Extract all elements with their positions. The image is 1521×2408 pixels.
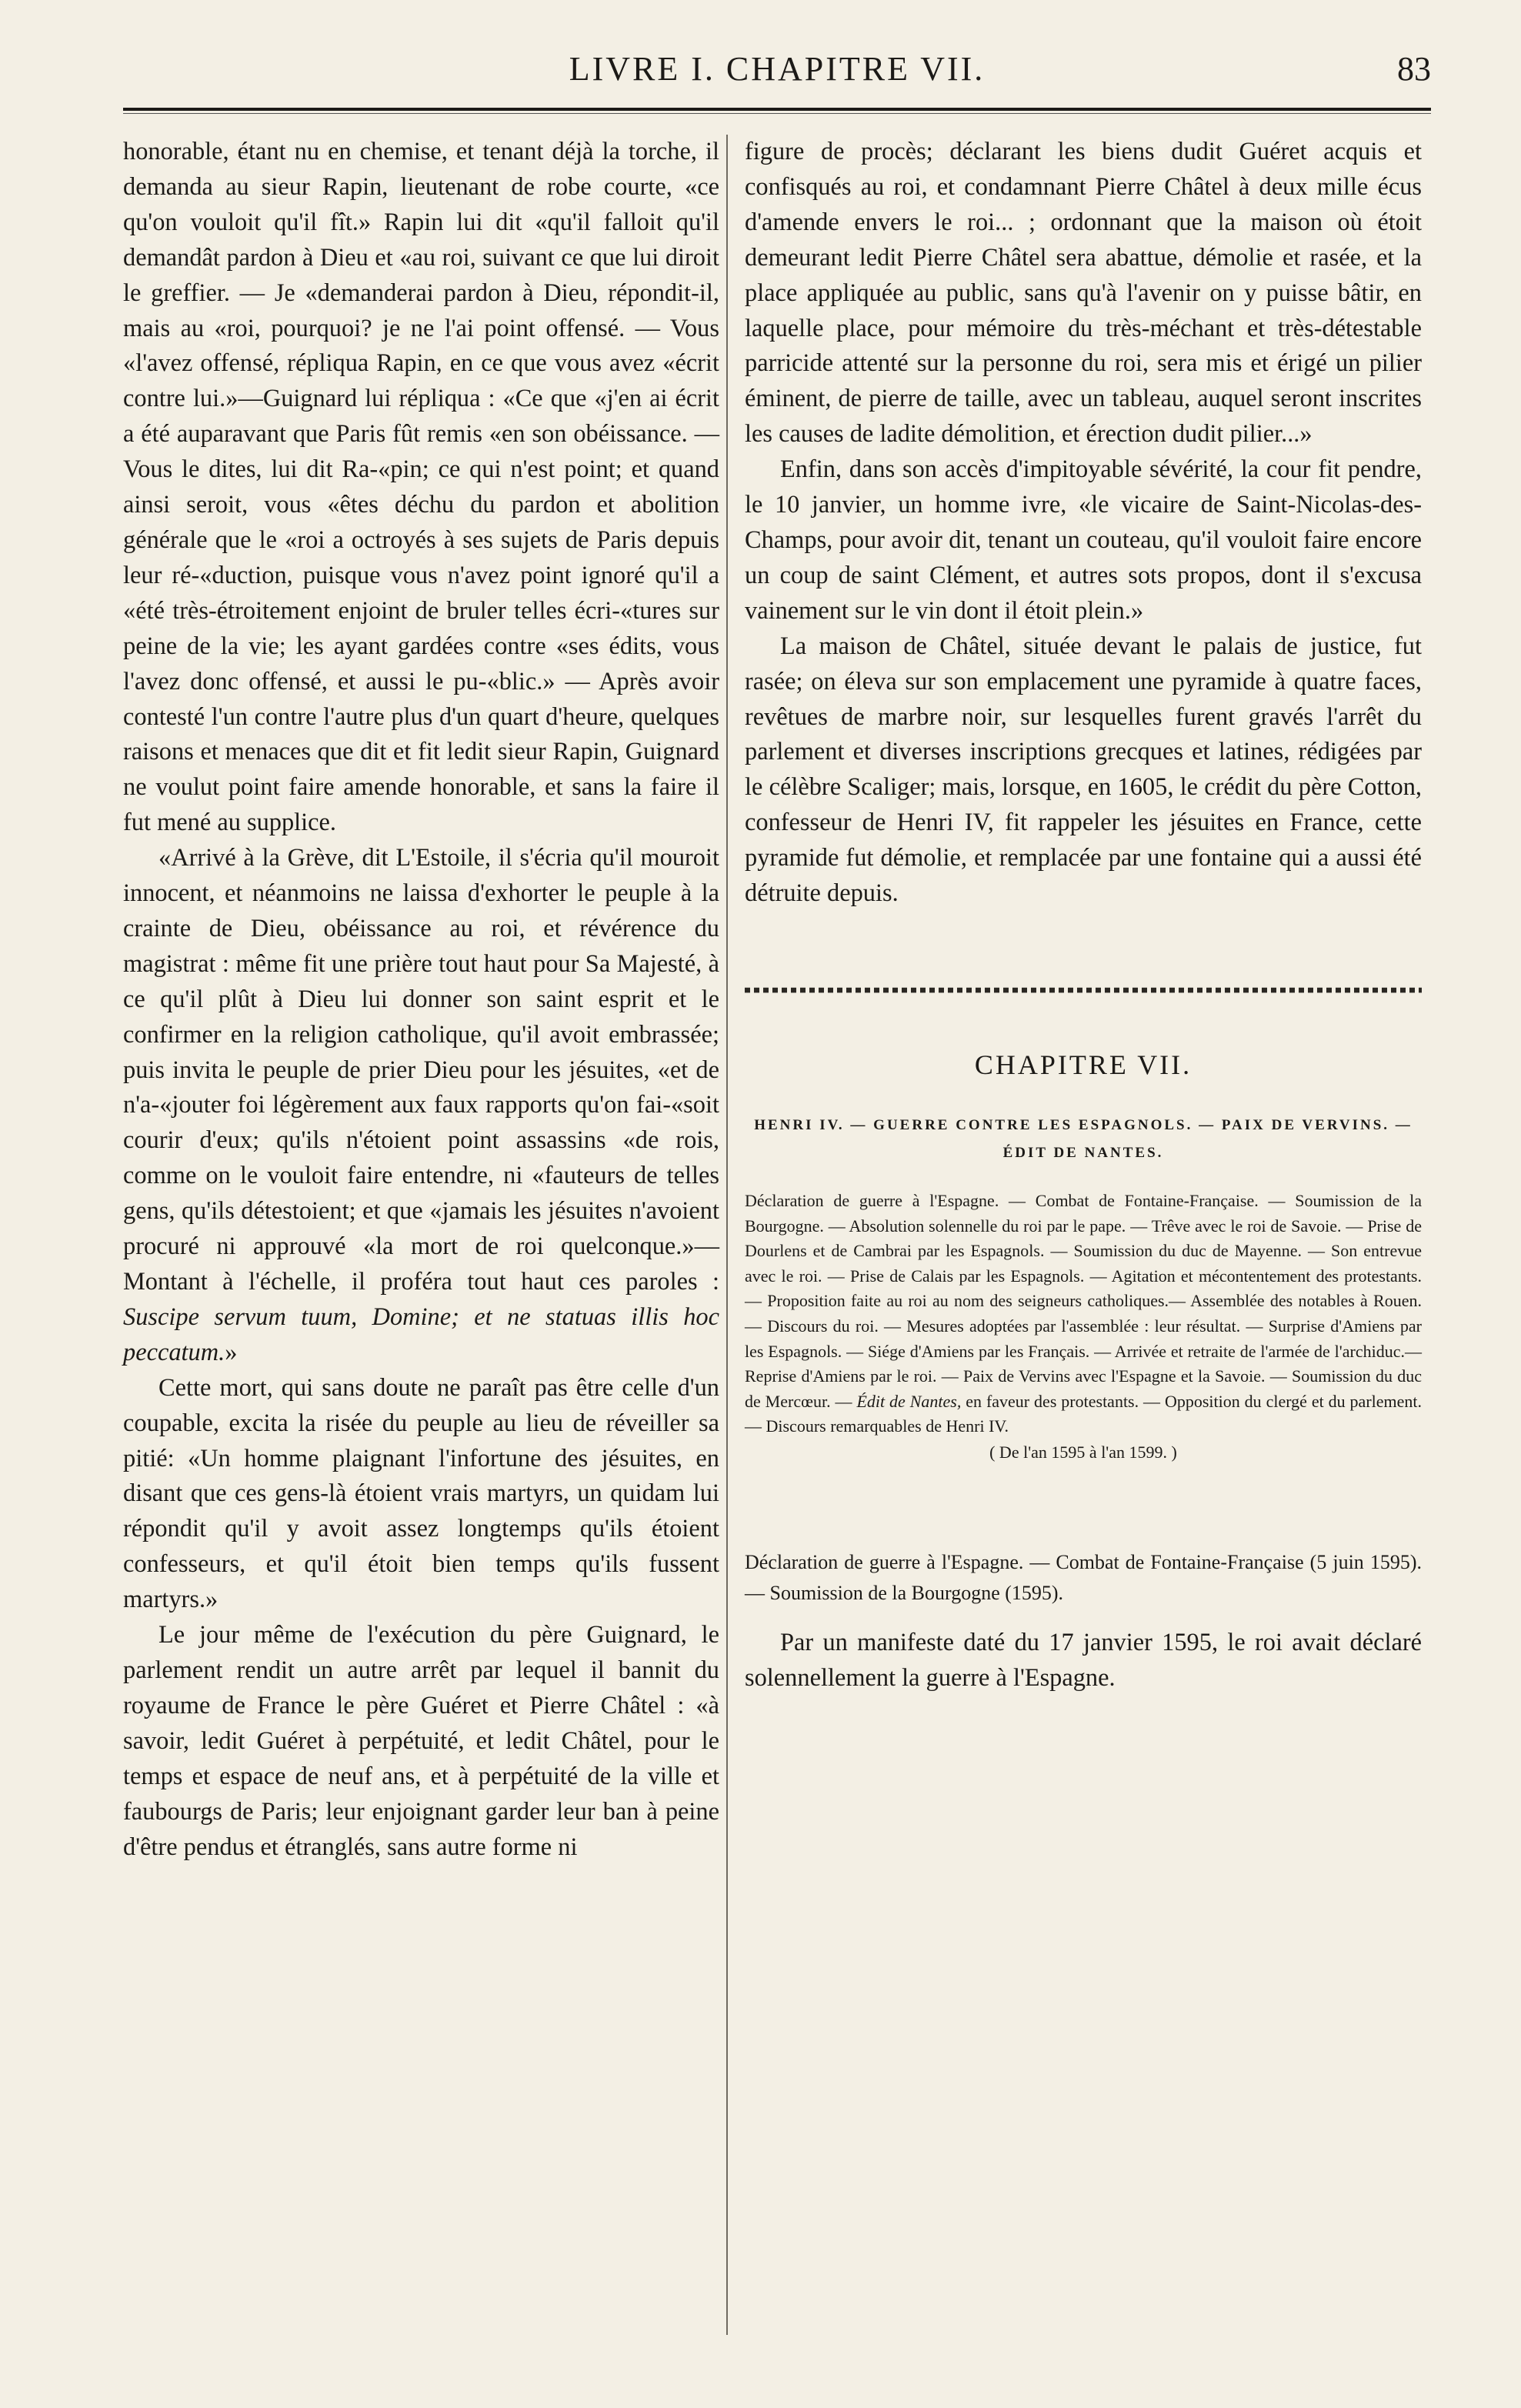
page-number: 83 <box>1397 50 1431 88</box>
latin-quote: Suscipe servum tuum, Domine; et ne statuas illis hoc peccatum. <box>123 1302 719 1366</box>
header-rule-thin <box>123 113 1431 114</box>
column-divider <box>726 135 728 2335</box>
chapter-summary <box>745 1189 1422 1439</box>
chapter-title: CHAPITRE VII. <box>974 1049 1192 1080</box>
right-column <box>745 135 1422 1696</box>
summary-edict: Édit de Nantes, <box>856 1391 962 1411</box>
running-head-title: LIVRE I. CHAPITRE VII. <box>569 50 986 88</box>
paragraph: Cette mort, qui sans doute ne paraît pas être celle d'un coupable, excita la risée du peuple au lieu de réveiller sa pitié: «Un homme plaignant l'infortune des jésuites, en disant que ces gens-là étoient vrais martyrs, un quidam lui répondit qu'il y avoit assez longtemps qu'ils étoient confesseurs, et qu'il étoit bien temps qu'ils fussent martyrs.» <box>123 1373 719 1614</box>
running-head <box>123 45 1431 106</box>
summary-text: Déclaration de guerre à l'Espagne. — Combat de Fontaine-Française. — Soumission de la Bourgogne. — Absolution solennelle du roi par le pape. — Trêve avec le roi de Savoie. — Prise de Dourlens et de Cambrai par les Espagnols. — Soumission du duc de Mayenne. — Son entrevue avec le roi. — Prise de Calais par les Espagnols. — Agitation et mécontentement des protestants. — Proposition faite au roi au nom des seigneurs catholiques.— Assemblée des notables à Rouen. — Discours du roi. — Mesures adoptées par l'assemblée : leur résultat. — Surprise d'Amiens par les Espagnols. — Siége d'Amiens par les Français. — Arrivée et retraite de l'armée de l'archiduc.— Reprise d'Amiens par le roi. — Paix de Vervins avec l'Espagne et la Savoie. — Soumission du duc de Mercœur. — <box>745 1190 1422 1411</box>
paragraph: Le jour même de l'exécution du père Guignard, le parlement rendit un autre arrêt par lequel il bannit du royaume de France le père Guéret et Pierre Châtel : «à savoir, ledit Guéret à perpétuité, et ledit Châtel, pour le temps et espace de neuf ans, et à perpétuité de la ville et faubourgs de Paris; leur enjoignant garder leur ban à peine d'être pendus et étranglés, sans autre forme ni <box>123 1621 719 1861</box>
summary-text-end: en faveur des protestants. — Opposition du clergé et du parlement. — Discours remarquables de Henri IV. <box>745 1391 1423 1436</box>
paragraph <box>123 841 719 1371</box>
quote-close: » <box>225 1338 238 1366</box>
header-rule <box>123 108 1431 111</box>
paragraph: La maison de Châtel, située devant le palais de justice, fut rasée; on éleva sur son emplacement une pyramide à quatre faces, revêtues de marbre noir, sur lesquelles furent gravés l'arrêt du parlement et diverses inscriptions grecques et latines, rédigées par le célèbre Scaliger; mais, lorsque, en 1605, le crédit du père Cotton, confesseur de Henri IV, fit rappeler les jésuites en France, cette pyramide fut démolie, et remplacée par une fontaine qui a aussi été détruite depuis. <box>745 632 1422 908</box>
paragraph: figure de procès; déclarant les biens dudit Guéret acquis et confisqués au roi, et condamnant Pierre Châtel à deux mille écus d'amende envers le roi... ; ordonnant que la maison où étoit demeurant ledit Pierre Châtel sera abattue, démolie et rasée, et la place appliquée au public, sans qu'à l'avenir on y puisse bâtir, en laquelle place, pour mémoire du très-méchant et très-détestable parricide attenté sur la personne du roi, sera mis et érigé un pilier éminent, de pierre de taille, avec un tableau, auquel seront inscrites les causes de ladite démolition, et érection dudit pilier...» <box>745 138 1422 449</box>
paragraph: Enfin, dans son accès d'impitoyable sévérité, la cour fit pendre, le 10 janvier, un homme ivre, «le vicaire de Saint-Nicolas-des-Champs, pour avoir dit, tenant un couteau, qu'il vouloit faire encore un coup de saint Clément, et autres sots propos, dont il s'excusa vainement sur le vin dont il étoit plein.» <box>745 455 1422 625</box>
paragraph: honorable, étant nu en chemise, et tenant déjà la torche, il demanda au sieur Rapin, lieutenant de robe courte, «ce qu'on vouloit qu'il fît.» Rapin lui dit «qu'il falloit qu'il demandât pardon à Dieu et «au roi, suivant ce que lui diroit le greffier. — Je «demanderai pardon à Dieu, répondit-il, mais au «roi, pourquoi? je ne l'ai point offensé. — Vous «l'avez offensé, répliqua Rapin, en ce que vous avez «écrit contre lui.»—Guignard lui répliqua : «Ce que «j'en ai écrit a été auparavant que Paris fût remis «en son obéissance. — Vous le dites, lui dit Ra-«pin; ce qui n'est point; et quand ainsi seroit, vous «êtes déchu du pardon et abolition générale que le «roi a octroyés à ses sujets de Paris depuis leur ré-«duction, puisque vous n'avez point ignoré qu'il a «été très-étroitement enjoint de bruler telles écri-«tures sur peine de la vie; les ayant gardées contre «ses édits, vous l'avez donc offensé, et aussi le pu-«blic.» — Après avoir contesté l'un contre l'autre plus d'un quart d'heure, quelques raisons et menaces que dit et fit ledit sieur Rapin, Guignard ne voulut point faire amende honorable, et sans la faire il fut mené au supplice. <box>123 138 719 837</box>
paragraph: Par un manifeste daté du 17 janvier 1595, le roi avait déclaré solennellement la guerre à l'Espagne. <box>745 1628 1422 1692</box>
ornamental-divider <box>745 981 1422 998</box>
paragraph-text: «Arrivé à la Grève, dit L'Estoile, il s'écria qu'il mouroit innocent, et néanmoins ne laissa d'exhorter le peuple à la crainte de Dieu, obéissance au roi, et révérence du magistrat : même fit une prière tout haut pour Sa Majesté, à ce qu'il plût à Dieu lui donner son saint esprit et le confirmer en la religion catholique, qu'il avoit embrassée; puis invita le peuple de prier Dieu pour les jésuites, «et de n'a-«jouter foi légèrement aux faux rapports qu'on fai-«soit courir d'eux; qu'ils n'étoient point assassins «de rois, comme on le vouloit faire entendre, ni «fauteurs de telles gens, qu'ils détestoient; et que «jamais les jésuites n'avoient procuré ni approuvé «la mort de roi quelconque.»—Montant à l'échelle, il proféra tout haut ces paroles : <box>123 844 719 1296</box>
section-heading: Déclaration de guerre à l'Espagne. — Combat de Fontaine-Française (5 juin 1595). — Soumission de la Bourgogne (1595). <box>745 1550 1422 1604</box>
left-column <box>123 135 719 1865</box>
chapter-subtitle: HENRI IV. — GUERRE CONTRE LES ESPAGNOLS. — PAIX DE VERVINS. — ÉDIT DE NANTES. <box>754 1116 1413 1161</box>
chapter-dates: ( De l'an 1595 à l'an 1599. ) <box>989 1442 1177 1462</box>
